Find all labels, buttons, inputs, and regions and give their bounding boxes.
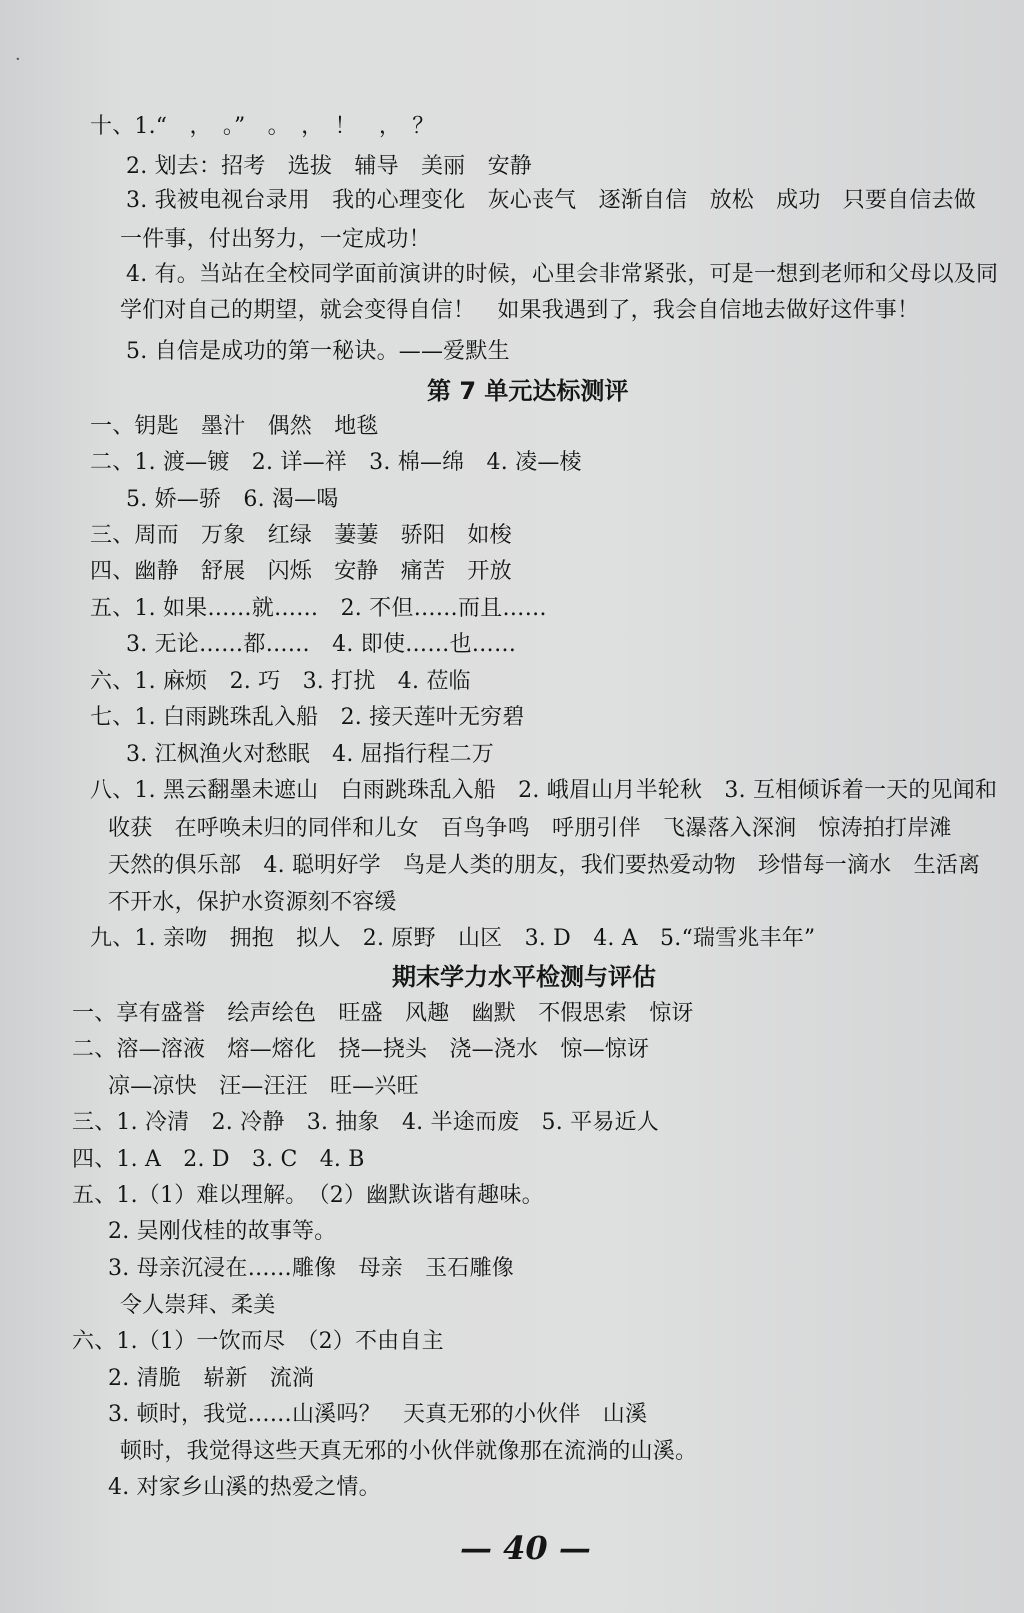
answer-line: 五、1.（1）难以理解。 （2）幽默诙谐有趣味。 bbox=[72, 1183, 544, 1208]
answer-line: 四、1. A 2. D 3. C 4. B bbox=[72, 1147, 365, 1172]
answer-line: 3. 我被电视台录用 我的心理变化 灰心丧气 逐渐自信 放松 成功 只要自信去做 bbox=[126, 188, 976, 213]
answer-line: 令人崇拜、柔美 bbox=[120, 1293, 276, 1318]
page-number: — 40 — bbox=[460, 1529, 591, 1567]
answer-line: 七、1. 白雨跳珠乱入船 2. 接天莲叶无穷碧 bbox=[90, 705, 525, 730]
answer-line: 2. 清脆 崭新 流淌 bbox=[108, 1366, 315, 1391]
answer-line: 3. 母亲沉浸在……雕像 母亲 玉石雕像 bbox=[108, 1256, 514, 1281]
answer-line: 二、1. 渡—镀 2. 详—祥 3. 棉—绵 4. 凌—棱 bbox=[90, 450, 582, 475]
answer-line: 一、钥匙 墨汁 偶然 地毯 bbox=[90, 414, 379, 439]
section-title: 第 7 单元达标测评 bbox=[427, 377, 629, 405]
answer-line: 四、幽静 舒展 闪烁 安静 痛苦 开放 bbox=[90, 559, 512, 584]
margin-mark: · bbox=[15, 49, 21, 70]
answer-line: 六、1. 麻烦 2. 巧 3. 打扰 4. 莅临 bbox=[90, 669, 471, 694]
answer-line: 收获 在呼唤未归的同伴和儿女 百鸟争鸣 呼朋引伴 飞瀑落入深涧 惊涛拍打岸滩 bbox=[108, 816, 952, 841]
answer-line: 5. 娇—骄 6. 渴—喝 bbox=[126, 487, 339, 512]
answer-line: 三、周而 万象 红绿 萋萋 骄阳 如梭 bbox=[90, 523, 512, 548]
answer-line: 不开水，保护水资源刻不容缓 bbox=[108, 890, 397, 915]
answer-line: 八、1. 黑云翻墨未遮山 白雨跳珠乱入船 2. 峨眉山月半轮秋 3. 互相倾诉着一天的见闻和 bbox=[90, 778, 998, 803]
answer-line: 学们对自己的期望，就会变得自信！ 如果我遇到了，我会自信地去做好这件事！ bbox=[120, 298, 920, 323]
answer-line: 一、享有盛誉 绘声绘色 旺盛 风趣 幽默 不假思索 惊讶 bbox=[72, 1001, 694, 1026]
answer-line: 一件事，付出努力，一定成功！ bbox=[120, 227, 431, 252]
answer-line: 4. 有。当站在全校同学面前演讲的时候，心里会非常紧张，可是一想到老师和父母以及同 bbox=[126, 262, 999, 287]
answer-line: 5. 自信是成功的第一秘诀。——爱默生 bbox=[126, 339, 510, 364]
answer-line: 2. 划去：招考 选拔 辅导 美丽 安静 bbox=[126, 154, 532, 179]
answer-line: 二、溶—溶液 熔—熔化 挠—挠头 浇—浇水 惊—惊讶 bbox=[72, 1037, 650, 1062]
answer-line: 凉—凉快 汪—汪汪 旺—兴旺 bbox=[108, 1074, 419, 1099]
answer-line: 天然的俱乐部 4. 聪明好学 鸟是人类的朋友，我们要热爱动物 珍惜每一滴水 生活离 bbox=[108, 853, 981, 878]
answer-line: 3. 江枫渔火对愁眠 4. 屈指行程二万 bbox=[126, 742, 494, 767]
answer-line: 九、1. 亲吻 拥抱 拟人 2. 原野 山区 3. D 4. A 5.“瑞雪兆丰年” bbox=[90, 926, 816, 951]
answer-line: 4. 对家乡山溪的热爱之情。 bbox=[108, 1475, 381, 1500]
section-title: 期末学力水平检测与评估 bbox=[392, 963, 656, 991]
answer-line: 3. 顿时，我觉……山溪吗？ 天真无邪的小伙伴 山溪 bbox=[108, 1402, 648, 1427]
answer-line: 2. 吴刚伐桂的故事等。 bbox=[108, 1219, 337, 1244]
answer-line: 三、1. 冷清 2. 冷静 3. 抽象 4. 半途而废 5. 平易近人 bbox=[72, 1110, 659, 1135]
answer-line: 3. 无论……都…… 4. 即使……也…… bbox=[126, 632, 517, 657]
answer-line: 六、1.（1）一饮而尽 （2）不由自主 bbox=[72, 1329, 444, 1354]
answer-line: 五、1. 如果……就…… 2. 不但……而且…… bbox=[90, 596, 547, 621]
answer-line: 十、1.“ ， 。” 。 ， ！ ， ？ bbox=[90, 114, 435, 139]
answer-line: 顿时，我觉得这些天真无邪的小伙伴就像那在流淌的山溪。 bbox=[120, 1439, 698, 1464]
